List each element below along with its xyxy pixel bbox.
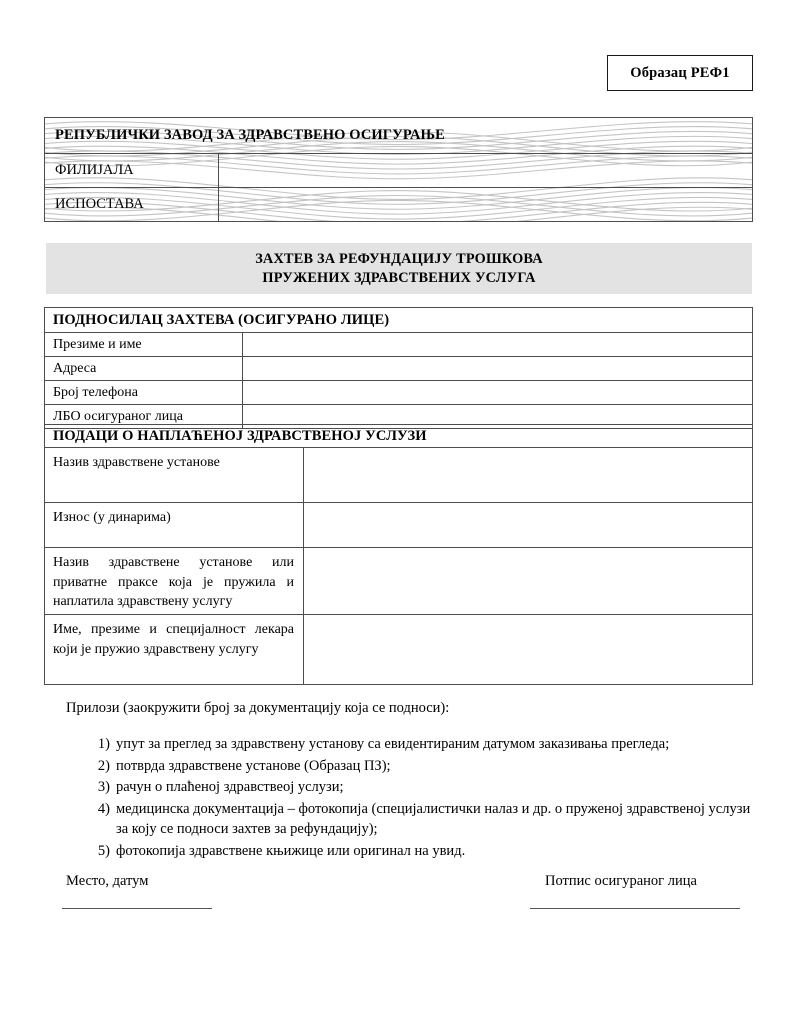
institution-header-table bbox=[44, 117, 753, 222]
address-label: Адреса bbox=[45, 357, 243, 380]
form-code-box bbox=[607, 55, 753, 91]
phone-number-field[interactable] bbox=[243, 381, 752, 404]
applicant-section-heading: ПОДНОСИЛАЦ ЗАХТЕВА (ОСИГУРАНО ЛИЦЕ) bbox=[45, 308, 752, 333]
list-item-number[interactable]: 5) bbox=[97, 842, 110, 859]
provider-name-field[interactable] bbox=[304, 548, 752, 614]
branch-label: ФИЛИЈАЛА bbox=[45, 154, 219, 187]
branch-value[interactable] bbox=[219, 154, 752, 187]
list-item-number[interactable]: 2) bbox=[97, 757, 110, 774]
document-title-banner bbox=[46, 243, 752, 294]
document-title-line-1: ЗАХТЕВ ЗА РЕФУНДАЦИЈУ ТРОШКОВА bbox=[255, 250, 543, 267]
attachments-list bbox=[86, 734, 758, 862]
list-item-text: фотокопија здравствене књижице или оригинал на увид. bbox=[116, 842, 466, 859]
attachments-intro: Прилози (заокружити број за документацију која се подноси): bbox=[66, 700, 450, 716]
doctor-name-label: Име, презиме и специјалност лекара који је пружио здравствену услугу bbox=[45, 615, 304, 684]
insured-signature-label: Потпис осигураног лица bbox=[545, 873, 697, 889]
provider-name-label: Назив здравствене установе или приватне праксе која је пружила и наплатила здравствену услугу bbox=[45, 548, 304, 614]
amount-field[interactable] bbox=[304, 503, 752, 547]
list-item-number[interactable]: 3) bbox=[97, 779, 110, 795]
list-item[interactable] bbox=[86, 734, 758, 755]
office-label: ИСПОСТАВА bbox=[45, 188, 219, 221]
surname-name-label: Презиме и име bbox=[45, 333, 243, 356]
table-row bbox=[45, 615, 752, 684]
place-date-label: Место, датум bbox=[66, 873, 149, 889]
service-section-heading: ПОДАЦИ О НАПЛАЋЕНОЈ ЗДРАВСТВЕНОЈ УСЛУЗИ bbox=[45, 424, 752, 448]
document-title-line-2: ПРУЖЕНИХ ЗДРАВСТВЕНИХ УСЛУГА bbox=[262, 269, 536, 286]
table-row bbox=[45, 381, 752, 405]
list-item[interactable] bbox=[86, 777, 758, 798]
table-row bbox=[45, 503, 752, 548]
insured-signature-line[interactable] bbox=[530, 908, 740, 909]
service-table bbox=[44, 424, 753, 685]
institution-office-row bbox=[45, 187, 752, 221]
table-row bbox=[45, 448, 752, 503]
list-item-text: потврда здравствене установе (Образац ПЗ); bbox=[116, 757, 391, 774]
office-value[interactable] bbox=[219, 188, 752, 221]
institution-branch-row bbox=[45, 153, 752, 187]
surname-name-field[interactable] bbox=[243, 333, 752, 356]
list-item-text: упут за преглед за здравствену установу са евидентираним датумом заказивања прегледа; bbox=[116, 736, 670, 752]
amount-label: Износ (у динарима) bbox=[45, 503, 304, 547]
institution-name-label: Назив здравствене установе bbox=[45, 448, 304, 502]
address-field[interactable] bbox=[243, 357, 752, 380]
lbo-label: ЛБО осигураног лица bbox=[45, 405, 243, 428]
institution-title-row bbox=[45, 118, 752, 153]
applicant-table bbox=[44, 307, 753, 429]
list-item[interactable] bbox=[86, 756, 758, 777]
table-row bbox=[45, 548, 752, 615]
place-date-line[interactable] bbox=[62, 908, 212, 909]
list-item-text: медицинска документација – фотокопија (специјалистички налаз и др. о пруженој здравственој услузи за коју се подноси захтев за рефундацију); bbox=[116, 800, 751, 837]
table-row bbox=[45, 357, 752, 381]
table-row bbox=[45, 333, 752, 357]
institution-name-field[interactable] bbox=[304, 448, 752, 502]
doctor-name-field[interactable] bbox=[304, 615, 752, 684]
list-item-number[interactable]: 4) bbox=[97, 800, 110, 817]
form-code-label: Образац РЕФ1 bbox=[630, 64, 730, 81]
list-item-text: рачун о плаћеној здравствеој услузи; bbox=[116, 779, 344, 795]
list-item[interactable] bbox=[86, 841, 758, 862]
list-item-number[interactable]: 1) bbox=[97, 736, 110, 752]
phone-number-label: Број телефона bbox=[45, 381, 243, 404]
institution-title: РЕПУБЛИЧКИ ЗАВОД ЗА ЗДРАВСТВЕНО ОСИГУРАЊЕ bbox=[55, 127, 445, 143]
list-item[interactable] bbox=[86, 799, 758, 840]
